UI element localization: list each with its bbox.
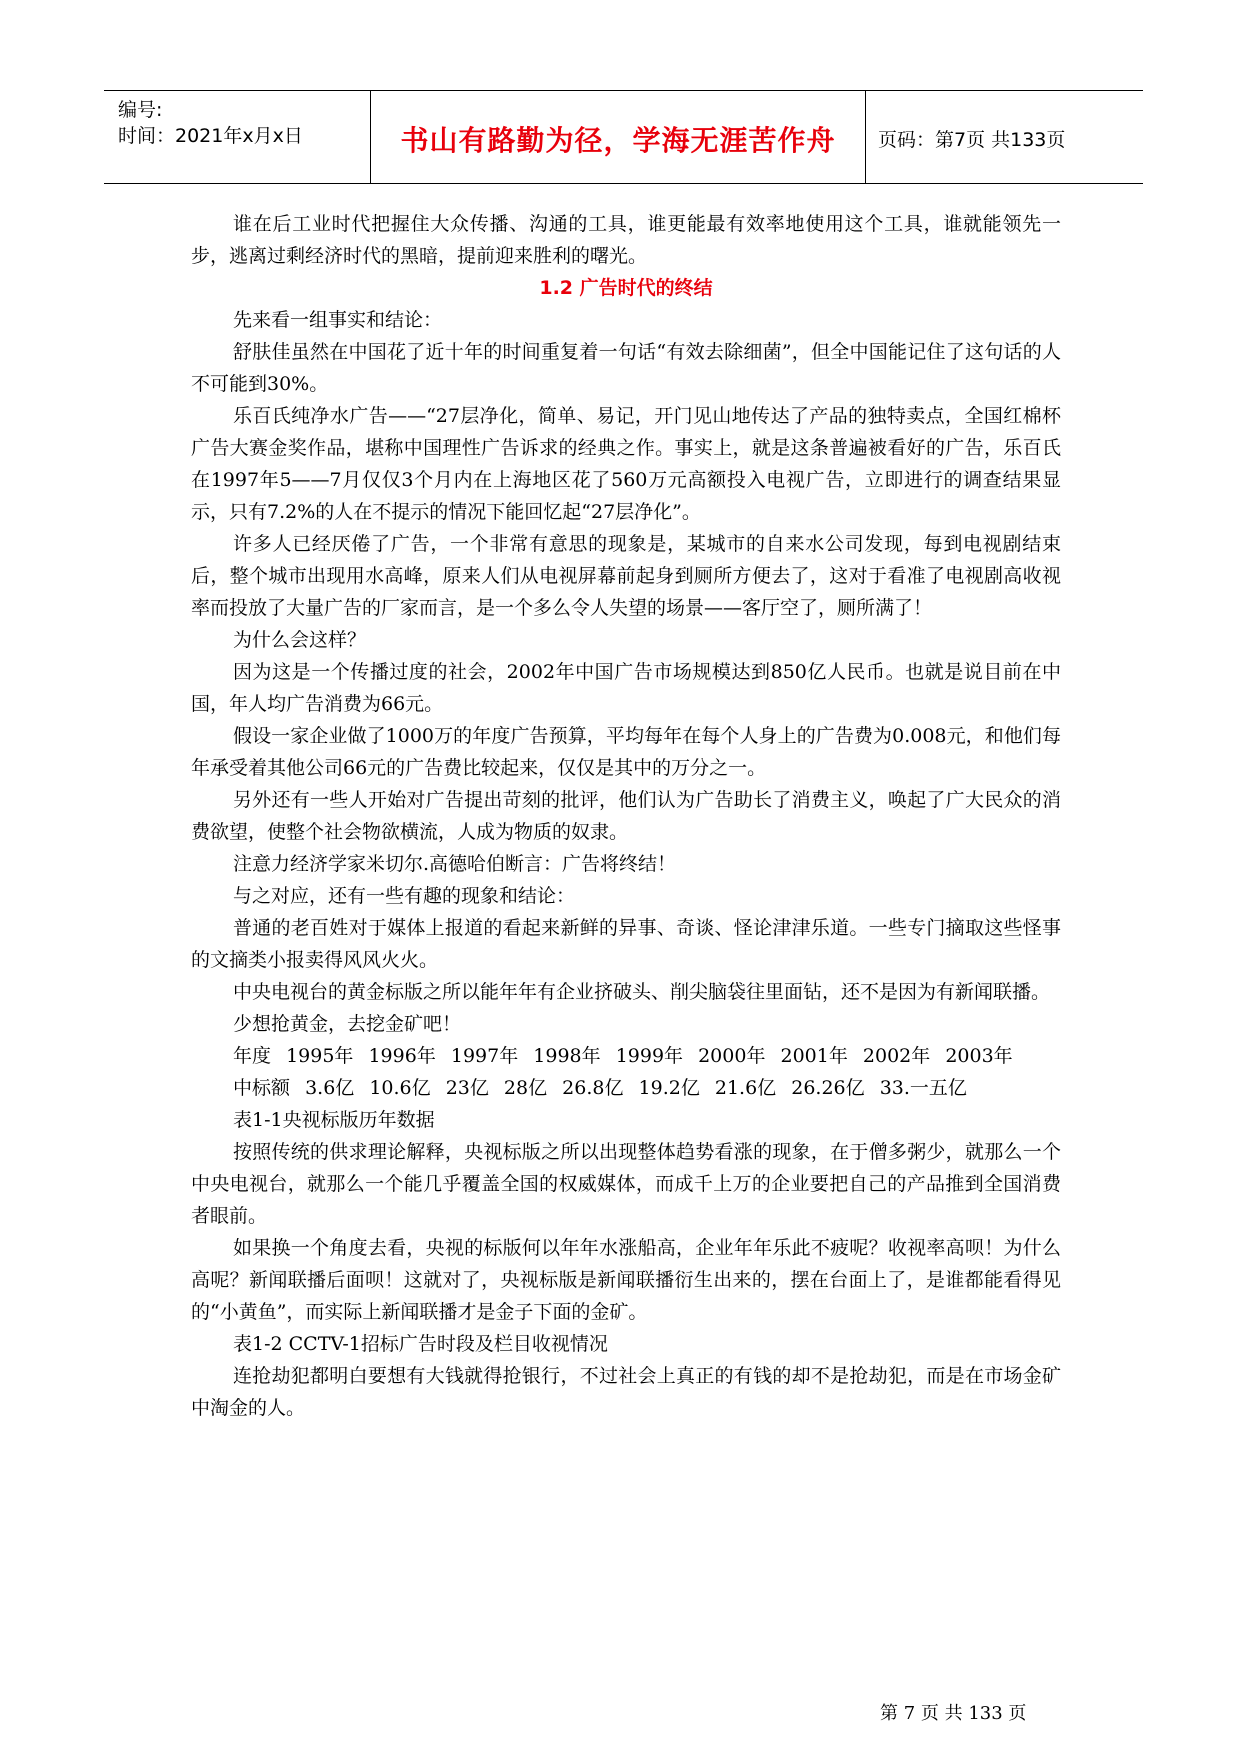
- paragraph: 中央电视台的黄金标版之所以能年年有企业挤破头、削尖脑袋往里面钻，还不是因为有新闻联播。: [233, 981, 1051, 1003]
- table-cell: 中标额: [233, 1077, 291, 1099]
- table-cell: 1995年: [286, 1045, 354, 1067]
- paragraph: 因为这是一个传播过度的社会，2002年中国广告市场规模达到850亿人民币。也就是说目前在中国，年人均广告消费为66元。: [191, 661, 1061, 715]
- paragraph: 先来看一组事实和结论：: [233, 309, 443, 331]
- paragraph: 普通的老百姓对于媒体上报道的看起来新鲜的异事、奇谈、怪论津津乐道。一些专门摘取这些怪事的文摘类小报卖得风风火火。: [191, 917, 1061, 971]
- paragraph: 与之对应，还有一些有趣的现象和结论：: [233, 885, 576, 907]
- paragraph: 注意力经济学家米切尔.高德哈伯断言：广告将终结！: [233, 853, 677, 875]
- table-cell: 10.6亿: [369, 1077, 431, 1099]
- table-cell: 3.6亿: [305, 1077, 355, 1099]
- table-row-years: [191, 1040, 1061, 1072]
- table-cell: 28亿: [503, 1077, 548, 1099]
- table-cell: 1996年: [368, 1045, 436, 1067]
- table-cell: 33.一五亿: [879, 1077, 967, 1099]
- table-cell: 1999年: [615, 1045, 684, 1067]
- table-cell: 2002年: [862, 1045, 931, 1067]
- page-footer: 第 7 页 共 133 页: [880, 1703, 1027, 1724]
- paragraph: 如果换一个角度去看，央视的标版何以年年水涨船高，企业年年乐此不疲呢？收视率高呗！为什么高呢？新闻联播后面呗！这就对了，央视标版是新闻联播衍生出来的，摆在台面上了，是谁都能看得见的“小黄鱼”，而实际上新闻联播才是金子下面的金矿。: [191, 1237, 1061, 1323]
- document-number-label: 编号:: [118, 99, 163, 121]
- table-cell: 2003年: [945, 1045, 1013, 1067]
- paragraph: 另外还有一些人开始对广告提出苛刻的批评，他们认为广告助长了消费主义，唤起了广大民众的消费欲望，使整个社会物欲横流，人成为物质的奴隶。: [191, 789, 1061, 843]
- document-time-label: 时间：2021年x月x日: [118, 125, 303, 147]
- paragraph: 假设一家企业做了1000万的年度广告预算，平均每年在每个人身上的广告费为0.008元，和他们每年承受着其他公司66元的广告费比较起来，仅仅是其中的万分之一。: [191, 725, 1061, 779]
- table-cell: 1998年: [533, 1045, 601, 1067]
- header-motto: 书山有路勤为径，学海无涯苦作舟: [400, 124, 836, 157]
- table-cell: 21.6亿: [714, 1077, 777, 1099]
- paragraph: 少想抢黄金，去挖金矿吧！: [233, 1013, 462, 1035]
- table-cell: 2001年: [780, 1045, 848, 1067]
- table-cell: 年度: [233, 1045, 272, 1067]
- table-cell: 1997年: [450, 1045, 519, 1067]
- table-cell: 2000年: [698, 1045, 766, 1067]
- page-header: [104, 90, 1143, 184]
- document-body: [191, 208, 1061, 1424]
- table-caption: 表1-2 CCTV-1招标广告时段及栏目收视情况: [233, 1333, 608, 1355]
- paragraph: 为什么会这样？: [233, 629, 367, 651]
- paragraph: 乐百氏纯净水广告——“27层净化，简单、易记，开门见山地传达了产品的独特卖点，全国红棉杯广告大赛金奖作品，堪称中国理性广告诉求的经典之作。事实上，就是这条普遍被看好的广告，乐百氏在1997年5——7月仅仅3个月内在上海地区花了560万元高额投入电视广告，立即进行的调查结果显示，只有7.2%的人在不提示的情况下能回忆起“27层净化”。: [191, 405, 1061, 523]
- table-cell: 26.26亿: [791, 1077, 865, 1099]
- paragraph: 舒肤佳虽然在中国花了近十年的时间重复着一句话“有效去除细菌”，但全中国能记住了这句话的人不可能到30%。: [191, 341, 1061, 395]
- table-cell: 23亿: [445, 1077, 489, 1099]
- header-motto-cell: [371, 91, 866, 183]
- paragraph: 按照传统的供求理论解释，央视标版之所以出现整体趋势看涨的现象，在于僧多粥少，就那么一个中央电视台，就那么一个能几乎覆盖全国的权威媒体，而成千上万的企业要把自己的产品推到全国消费者眼前。: [191, 1141, 1061, 1227]
- table-row-amounts: [191, 1072, 1061, 1104]
- paragraph: 许多人已经厌倦了广告，一个非常有意思的现象是，某城市的自来水公司发现，每到电视剧结束后，整个城市出现用水高峰，原来人们从电视屏幕前起身到厕所方便去了，这对于看准了电视剧高收视率而投放了大量广告的厂家而言，是一个多么令人失望的场景——客厅空了，厕所满了！: [191, 533, 1061, 619]
- paragraph: 谁在后工业时代把握住大众传播、沟通的工具，谁更能最有效率地使用这个工具，谁就能领先一步，逃离过剩经济时代的黑暗，提前迎来胜利的曙光。: [191, 213, 1061, 267]
- paragraph: 连抢劫犯都明白要想有大钱就得抢银行，不过社会上真正的有钱的却不是抢劫犯，而是在市场金矿中淘金的人。: [191, 1365, 1061, 1419]
- header-info-cell: [104, 91, 371, 183]
- table-cell: 26.8亿: [562, 1077, 624, 1099]
- table-caption: 表1-1央视标版历年数据: [233, 1109, 435, 1131]
- table-cell: 19.2亿: [638, 1077, 700, 1099]
- header-page-number: 页码：第7页 共133页: [878, 129, 1066, 151]
- section-heading: 1.2 广告时代的终结: [539, 277, 713, 299]
- header-page-cell: [866, 91, 1143, 183]
